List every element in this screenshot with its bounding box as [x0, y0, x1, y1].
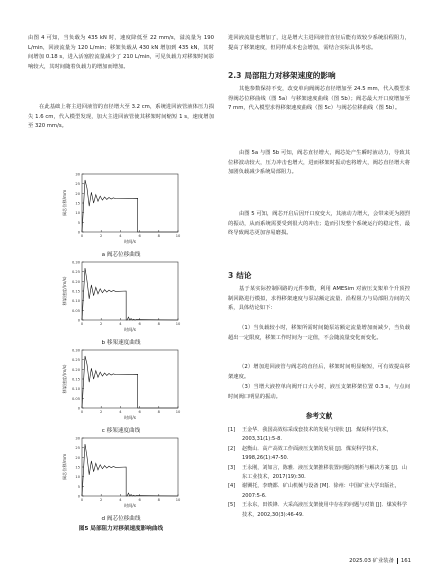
y-tick-label: 0.10 — [71, 387, 80, 392]
y-tick-label: 30 — [75, 436, 80, 441]
reference-number: [1] — [228, 427, 236, 433]
x-tick-label: 4 — [119, 410, 122, 414]
y-tick-label: 25 — [75, 182, 80, 187]
chart-d — [60, 434, 184, 518]
subfigure-caption: b 移架速度曲线 — [101, 340, 141, 346]
x-tick-label: 2 — [100, 498, 103, 502]
section-title: 结论 — [236, 271, 252, 280]
x-tick-label: 8 — [157, 234, 160, 238]
x-tick-label: 8 — [157, 498, 160, 502]
x-axis-label: 时间/s — [124, 415, 136, 420]
x-tick-label: 8 — [157, 322, 160, 326]
reference-text: 王永东，田铁锋．大采高液压支架使用中存在的问题与对策 [J]．煤炭科学技术，2002,30(3):46-49. — [242, 502, 408, 518]
references-heading: 参考文献 — [305, 412, 333, 420]
x-tick-label: 2 — [100, 322, 103, 326]
reference-item — [228, 426, 410, 445]
curve-line — [82, 180, 178, 232]
paragraph: 由图 5 可知，阀芯开启后因开口度变大，其液动力增大，会带来更为剧烈的振动，从而系统需要受到很大的冲击；造而引发整个系统运行的稳定性，最终导致阀芯更加容易磨损。 — [228, 211, 410, 237]
paragraph: （2）增加进回液管与阀芯的直径后，移架时间明显缩短，可有效提高移架速度。 — [228, 364, 410, 380]
reference-item — [228, 445, 410, 464]
chart-b — [60, 258, 184, 342]
x-tick-label: 2 — [100, 410, 103, 414]
paragraph: （3）当增大液控单向阀开口大小时，液压支架移架位置 0.3 s，与点间时间阀口明显的振动。 — [228, 384, 410, 400]
y-tick-label: 0 — [77, 318, 80, 323]
plot-frame — [82, 438, 178, 496]
reference-number: [5] — [228, 502, 236, 509]
y-tick-label: 0.20 — [71, 279, 80, 284]
x-tick-label: 6 — [138, 234, 141, 238]
y-tick-label: 0.25 — [71, 270, 80, 275]
chart-d-svg — [60, 434, 184, 518]
x-tick-label: 8 — [157, 410, 160, 414]
plot-frame — [82, 350, 178, 408]
x-tick-label: 4 — [119, 498, 122, 502]
y-tick-label: 5 — [77, 484, 80, 489]
y-tick-label: 0.30 — [71, 348, 80, 353]
y-tick-label: 0.05 — [71, 308, 80, 313]
figure-caption: 图5 局部阻力对移架速度影响曲线 — [78, 526, 164, 532]
reference-list — [228, 426, 410, 520]
paragraph: 由图 4 可知，当负载为 435 kN 时，速度降低至 22 mm/s，溢流量为 190 L/min，回液流量为 120 L/min；移架负载从 430 kN 增加到 435 kN，其时间增加 0.18 s，进入活塞腔流量减少了 210 L/min，可见负载力对移架时间影响较大，其时间随着负载力的增加而增加。 — [28, 35, 214, 70]
paragraph: 由图 5a 与图 5b 可知，阀芯直径增大，阀芯处产生瞬时液动力，导致其位移波动较大，压力冲击也增大，进而移架时振动也将增大，阀芯直径增大将加剧负载减少系统局部阻力。 — [228, 150, 410, 176]
separator — [397, 558, 398, 564]
reference-text: 王永刚，刘如言，陈雅．液压支架推移装置问题的剖析与解决方案 [J]．山东工业技术，2017(19):30. — [242, 464, 408, 481]
y-tick-label: 0.10 — [71, 299, 80, 304]
reference-number: [4] — [228, 483, 236, 490]
paragraph: 进回液流量也增加了，这是增大主进回液管直径后能有效较少系统沿程阻力，提高了移架速度，但同样成本也会增加，需结合实际具体考虑。 — [228, 35, 410, 51]
y-tick-label: 0.30 — [71, 260, 80, 265]
section-title: 局部阻力对移架速度的影响 — [244, 71, 336, 80]
y-tick-label: 5 — [77, 220, 80, 225]
page-footer — [349, 556, 411, 564]
y-tick-label: 10 — [75, 211, 80, 216]
plot-frame — [82, 174, 178, 232]
plot-frame — [82, 262, 178, 320]
x-tick-label: 0 — [80, 234, 84, 238]
x-tick-label: 10 — [175, 322, 181, 326]
x-tick-label: 0 — [80, 410, 84, 414]
y-tick-label: 0 — [77, 406, 80, 411]
y-tick-label: 10 — [75, 475, 80, 480]
curve-line — [82, 444, 178, 496]
y-tick-label: 15 — [75, 201, 80, 206]
x-axis-label: 时间/s — [124, 503, 136, 508]
reference-text: 赵衡山．高产高效工作面液压支架的发展 [J]．煤炭科学技术，1998,26(1):47-50. — [242, 445, 382, 462]
y-tick-label: 20 — [75, 455, 80, 460]
x-tick-label: 2 — [100, 234, 103, 238]
x-tick-label: 6 — [138, 410, 141, 414]
chart-b-svg — [60, 258, 184, 342]
y-tick-label: 0.15 — [71, 377, 80, 382]
journal-issue: 2025.03 矿业装备 — [349, 558, 394, 564]
x-tick-label: 10 — [175, 498, 181, 502]
chart-c-svg — [60, 346, 184, 430]
chart-c — [60, 346, 184, 430]
x-tick-label: 10 — [175, 234, 181, 238]
x-tick-label: 0 — [80, 498, 84, 502]
reference-item — [228, 482, 410, 501]
reference-number: [2] — [228, 445, 236, 452]
x-axis-label: 时间/s — [124, 327, 136, 332]
section-heading-3 — [228, 270, 251, 281]
curve-line — [82, 268, 178, 320]
paragraph: （1）当负载较小时，移架所需时间随泵站额定流量增加而减少，当负载超出一定限度，移架工作时间为一定值，不会随流量变化而变化。 — [228, 325, 410, 341]
x-tick-label: 6 — [138, 322, 141, 326]
reference-number: [3] — [228, 464, 236, 471]
y-axis-label: 移架速度/(m/s) — [62, 276, 67, 306]
y-tick-label: 0 — [77, 230, 80, 235]
chart-a — [60, 170, 184, 254]
subfigure-caption: a 阀芯位移曲线 — [101, 252, 141, 258]
subfigure-caption: c 移架速度曲线 — [101, 428, 141, 434]
reference-item — [228, 501, 410, 520]
x-tick-label: 10 — [175, 410, 181, 414]
y-tick-label: 0 — [77, 494, 80, 499]
x-axis-label: 时间/s — [124, 239, 136, 244]
section-number: 3 — [228, 271, 234, 280]
y-axis-label: 阀芯位移/mm — [62, 189, 67, 217]
y-tick-label: 30 — [75, 172, 80, 177]
y-axis-label: 阀芯位移/mm — [62, 453, 67, 481]
subfigure-caption: d 阀芯位移曲线 — [101, 516, 141, 522]
paragraph: 其他参数保持不变，改变单向阀阀芯直径增加至 24.5 mm，代入模型求得阀芯位移曲线（图 5a）与移架速度曲线（图 5b）；阀芯最大开口度增加至 7 mm，代入模型求得移架速度曲线（图 5c）与阀芯位移曲线（图 5b）。 — [228, 86, 410, 112]
reference-item — [228, 464, 410, 483]
y-tick-label: 0.05 — [71, 396, 80, 401]
y-tick-label: 0.15 — [71, 289, 80, 294]
paragraph: 在此基础上将主进回液管的直径增大至 3.2 cm，系统进回液管液体压力损失 1.6 cm，代入模型发现，加大主进回液管使其移架时间缩短 1 s，速度增加至 320 mm/s。 — [28, 104, 214, 130]
y-tick-label: 15 — [75, 465, 80, 470]
paragraph: 基于某实际控制回路的元件参数，利用 AMESim 对液压支架单个升顶控制回路进行模拟，求得移架速度与泵站额定流量、沿程阻力与局部阻力间的关系，具体结论如下： — [228, 286, 410, 312]
y-tick-label: 20 — [75, 191, 80, 196]
x-tick-label: 0 — [80, 322, 84, 326]
reference-text: 王金华．我国高效综采成套技术的发展与现状 [J]．煤炭科学技术，2003,31(1):5-8. — [242, 427, 392, 443]
x-tick-label: 6 — [138, 498, 141, 502]
chart-a-svg — [60, 170, 184, 254]
section-heading-2-3 — [228, 70, 336, 81]
x-tick-label: 4 — [119, 234, 122, 238]
y-tick-label: 0.25 — [71, 358, 80, 363]
reference-text: 谢铡托，李晓都．矿山机械与设备 [M]．徐州：中国矿业大学出版社，2007:5-6. — [242, 483, 400, 499]
y-tick-label: 0.20 — [71, 367, 80, 372]
section-number: 2.3 — [228, 71, 242, 80]
curve-line — [82, 356, 178, 408]
y-axis-label: 移架速度/(m/s) — [62, 364, 67, 394]
page-number: 161 — [400, 558, 411, 564]
x-tick-label: 4 — [119, 322, 122, 326]
y-tick-label: 25 — [75, 446, 80, 451]
